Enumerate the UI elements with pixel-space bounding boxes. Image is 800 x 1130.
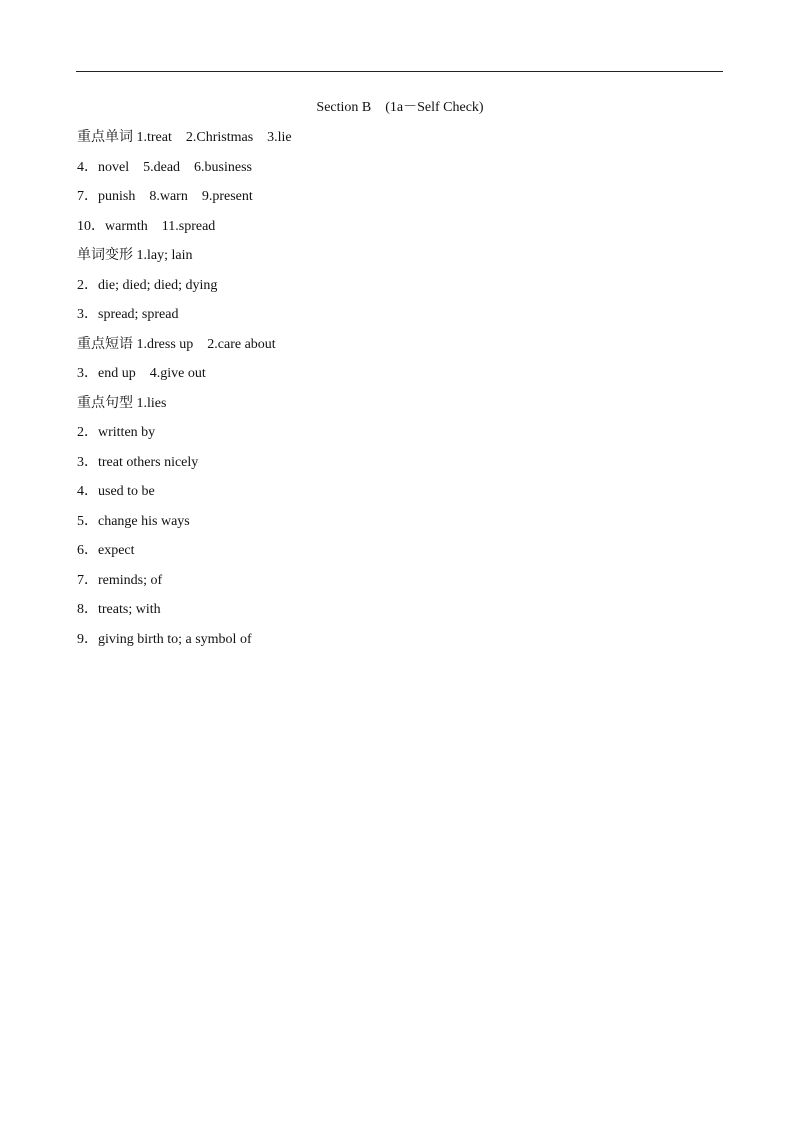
answer-line: 2．die; died; died; dying	[77, 277, 218, 293]
section-title: Section B (1a－Self Check)	[316, 100, 484, 115]
answer-line: 3．end up 4.give out	[77, 366, 206, 381]
answer-line: 7．punish 8.warn 9.present	[77, 189, 253, 204]
header-rule	[76, 71, 723, 72]
answer-line: 9．giving birth to; a symbol of	[77, 631, 252, 647]
answer-line: 10．warmth 11.spread	[77, 218, 216, 234]
answer-line: 重点单词 1.treat 2.Christmas 3.lie	[77, 130, 292, 145]
answer-line: 4．used to be	[77, 484, 155, 499]
answer-line: 6．expect	[77, 543, 135, 558]
answer-line: 8．treats; with	[77, 602, 161, 617]
answer-line: 2．written by	[77, 425, 156, 440]
answer-line: 重点句型 1.lies	[77, 395, 167, 411]
answer-line: 3．treat others nicely	[77, 454, 199, 470]
answer-line: 3．spread; spread	[77, 307, 179, 322]
answer-line: 5．change his ways	[77, 513, 190, 529]
answer-line: 单词变形 1.lay; lain	[77, 248, 193, 263]
answer-line: 7．reminds; of	[77, 572, 163, 588]
answer-line: 重点短语 1.dress up 2.care about	[77, 336, 276, 352]
answer-list	[77, 129, 292, 660]
answer-line: 4．novel 5.dead 6.business	[77, 159, 252, 175]
